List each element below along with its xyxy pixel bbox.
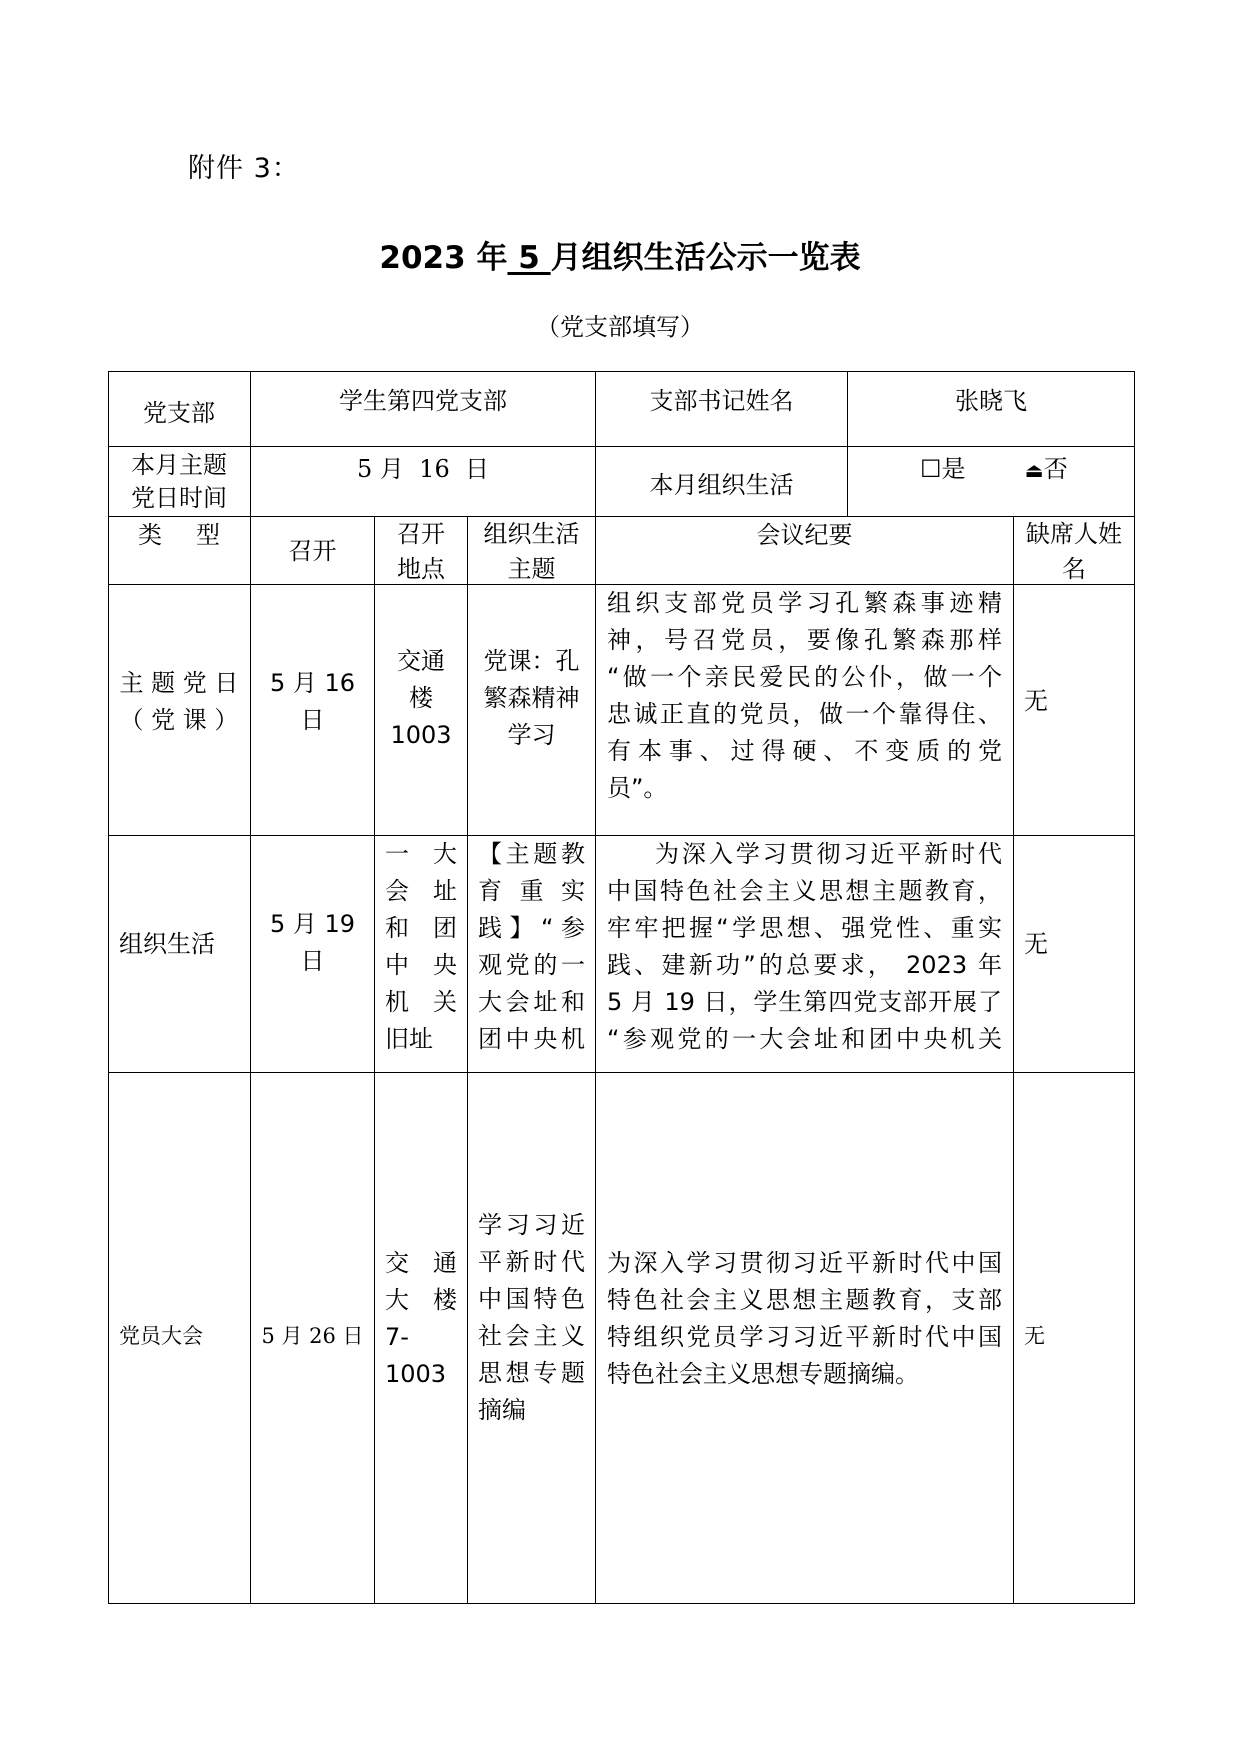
row-2-place-line-6: 旧址 xyxy=(385,1025,433,1053)
row-2-topic-line-6: 团中央机 xyxy=(478,1025,585,1053)
branch-label: 党支部 xyxy=(143,399,215,427)
header-held-cell xyxy=(251,517,375,585)
table-row-1-absent xyxy=(1014,585,1135,836)
row-3-date: 5 月 26 日 xyxy=(261,1324,364,1348)
header-type-1: 类 xyxy=(138,521,162,549)
row-3-topic-line-3: 中国特色 xyxy=(478,1285,585,1313)
row-3-absent: 无 xyxy=(1024,1324,1045,1348)
branch-value: 学生第四党支部 xyxy=(339,387,507,415)
secretary-label: 支部书记姓名 xyxy=(649,387,794,415)
table-row-1-topic xyxy=(468,585,596,836)
theme-day-value: 5 月 16 日 xyxy=(357,455,489,483)
row-3-place-line-4: 1003 xyxy=(385,1360,447,1388)
table-row-1-minutes xyxy=(596,585,1014,836)
row-3-minutes-line-1: 为深入学习贯彻习近平新时代中国 xyxy=(607,1249,1002,1277)
row-2-place-line-5: 机 关 xyxy=(385,988,457,1016)
row-3-place-line-2: 大 楼 xyxy=(385,1286,457,1314)
secretary-value-cell xyxy=(848,371,1135,447)
yes-label: 是 xyxy=(941,455,966,483)
row-1-minutes-line-2: 神，号召党员，要像孔繁森那样 xyxy=(607,626,1002,654)
row-1-topic-line-2: 繁森精神 xyxy=(483,684,580,712)
row-3-topic-line-2: 平新时代 xyxy=(478,1248,585,1276)
page-title xyxy=(0,232,1240,277)
header-place-2: 地点 xyxy=(397,555,445,583)
table-row-1-date xyxy=(251,585,375,836)
row-2-minutes-line-2: 中国特色社会主义思想主题教育， xyxy=(607,877,1002,905)
header-minutes: 会议纪要 xyxy=(756,521,853,549)
org-life-label-cell xyxy=(596,447,848,517)
table-row-1-place xyxy=(375,585,468,836)
page-subtitle: （党支部填写） xyxy=(536,313,704,341)
table-row-2-absent xyxy=(1014,836,1135,1073)
header-place-cell xyxy=(375,517,468,585)
row-3-minutes-line-3: 特组织党员学习习近平新时代中国 xyxy=(607,1323,1002,1351)
checkbox-icon[interactable]: ☐ xyxy=(920,455,942,483)
row-2-topic-line-4: 观党的一 xyxy=(478,951,585,979)
row-1-minutes-line-5: 有本事、过得硬、不变质的党 xyxy=(607,737,1002,765)
row-2-place-line-3: 和 团 xyxy=(385,914,457,942)
title-prefix: 2023 年 xyxy=(379,240,508,276)
row-2-topic-line-1: 【主题教 xyxy=(478,840,585,868)
header-topic-2: 主题 xyxy=(507,555,556,583)
no-label: 否 xyxy=(1043,455,1068,483)
row-2-minutes-line-4: 践、建新功”的总要求， 2023 年 xyxy=(607,951,1002,979)
table-row-3-absent xyxy=(1014,1073,1135,1604)
row-1-topic-line-3: 学习 xyxy=(507,721,556,749)
table-row-2-date xyxy=(251,836,375,1073)
row-3-type: 党员大会 xyxy=(119,1324,203,1348)
branch-value-cell xyxy=(251,371,596,447)
table-row-2-place xyxy=(375,836,468,1073)
secretary-label-cell xyxy=(596,371,848,447)
org-life-label: 本月组织生活 xyxy=(649,471,794,499)
header-type-cell xyxy=(108,517,251,585)
header-place-1: 召开 xyxy=(397,520,445,548)
table-row-2-type xyxy=(108,836,251,1073)
eject-icon: ⏏ xyxy=(1024,458,1044,482)
row-3-topic-line-6: 摘编 xyxy=(478,1396,526,1424)
row-1-topic-line-1: 党课：孔 xyxy=(483,647,580,675)
row-2-absent: 无 xyxy=(1024,930,1048,958)
row-2-place-line-2: 会 址 xyxy=(385,877,457,905)
branch-label-cell xyxy=(108,371,251,447)
row-3-topic-line-1: 学习习近 xyxy=(478,1211,585,1239)
header-topic-cell xyxy=(468,517,596,585)
table-row-3-date xyxy=(251,1073,375,1604)
row-2-minutes-line-6: “参观党的一大会址和团中央机关 xyxy=(607,1025,1002,1053)
table-row-3-place xyxy=(375,1073,468,1604)
row-2-place-line-4: 中 央 xyxy=(385,951,457,979)
secretary-value: 张晓飞 xyxy=(955,387,1027,415)
row-2-topic-line-2: 育 重 实 xyxy=(478,877,585,905)
row-1-minutes-line-1: 组织支部党员学习孔繁森事迹精 xyxy=(607,589,1002,617)
row-1-minutes-line-6: 员”。 xyxy=(607,774,668,802)
theme-day-label-line-1: 本月主题 xyxy=(131,451,227,479)
row-3-place-line-1: 交 通 xyxy=(385,1249,457,1277)
header-held: 召开 xyxy=(288,537,337,565)
theme-day-value-cell xyxy=(251,447,596,517)
header-absent-1: 缺席人姓 xyxy=(1026,520,1122,548)
row-1-minutes-line-3: “做一个亲民爱民的公仆，做一个 xyxy=(607,663,1002,691)
row-3-minutes-line-4: 特色社会主义思想专题摘编。 xyxy=(607,1360,919,1388)
row-2-type: 组织生活 xyxy=(119,930,215,958)
row-2-place-line-1: 一 大 xyxy=(385,840,457,868)
header-minutes-cell xyxy=(596,517,1014,585)
row-1-place-line-1: 交通 xyxy=(397,647,445,675)
row-2-minutes-line-1: 为深入学习贯彻习近平新时代 xyxy=(655,840,1002,868)
row-1-type-line-2: （ 党 课 ） xyxy=(119,706,239,734)
header-absent-2: 名 xyxy=(1062,555,1086,583)
table-row-2-topic xyxy=(468,836,596,1073)
theme-day-label-line-2: 党日时间 xyxy=(131,484,227,512)
header-absent-cell xyxy=(1014,517,1135,585)
title-month: 5 xyxy=(507,240,551,276)
row-1-place-line-2: 楼 xyxy=(409,684,433,712)
table-row-2-minutes xyxy=(596,836,1014,1073)
row-1-date-line-2: 日 xyxy=(300,706,325,734)
row-1-place-line-3: 1003 xyxy=(390,721,452,749)
title-suffix: 月组织生活公示一览表 xyxy=(550,240,861,276)
row-2-minutes-line-5: 5 月 19 日，学生第四党支部开展了 xyxy=(607,988,1002,1016)
row-1-date-line-1: 5 月 16 xyxy=(269,669,356,697)
table-row-3-type xyxy=(108,1073,251,1604)
row-2-minutes-line-3: 牢牢把握“学思想、强党性、重实 xyxy=(607,914,1002,942)
header-type-2: 型 xyxy=(196,521,220,549)
org-life-choice-cell xyxy=(848,447,1135,517)
row-2-date-line-1: 5 月 19 xyxy=(269,910,356,938)
row-2-topic-line-3: 践】“参 xyxy=(478,914,585,942)
row-3-topic-line-4: 社会主义 xyxy=(478,1322,585,1350)
header-topic-1: 组织生活 xyxy=(483,520,580,548)
row-2-date-line-2: 日 xyxy=(300,947,325,975)
row-3-minutes-line-2: 特色社会主义思想主题教育，支部 xyxy=(607,1286,1002,1314)
attachment-label: 附件 3： xyxy=(188,153,300,184)
table-row-1-type xyxy=(108,585,251,836)
row-3-topic-line-5: 思想专题 xyxy=(478,1359,585,1387)
row-1-absent: 无 xyxy=(1024,687,1048,715)
row-3-place-line-3: 7- xyxy=(385,1323,409,1351)
row-1-type-line-1: 主 题 党 日 xyxy=(119,669,239,697)
row-2-topic-line-5: 大会址和 xyxy=(478,988,585,1016)
row-1-minutes-line-4: 忠诚正直的党员，做一个靠得住、 xyxy=(607,700,1002,728)
table-row-3-topic xyxy=(468,1073,596,1604)
theme-day-label-cell xyxy=(108,447,251,517)
table-row-3-minutes xyxy=(596,1073,1014,1604)
